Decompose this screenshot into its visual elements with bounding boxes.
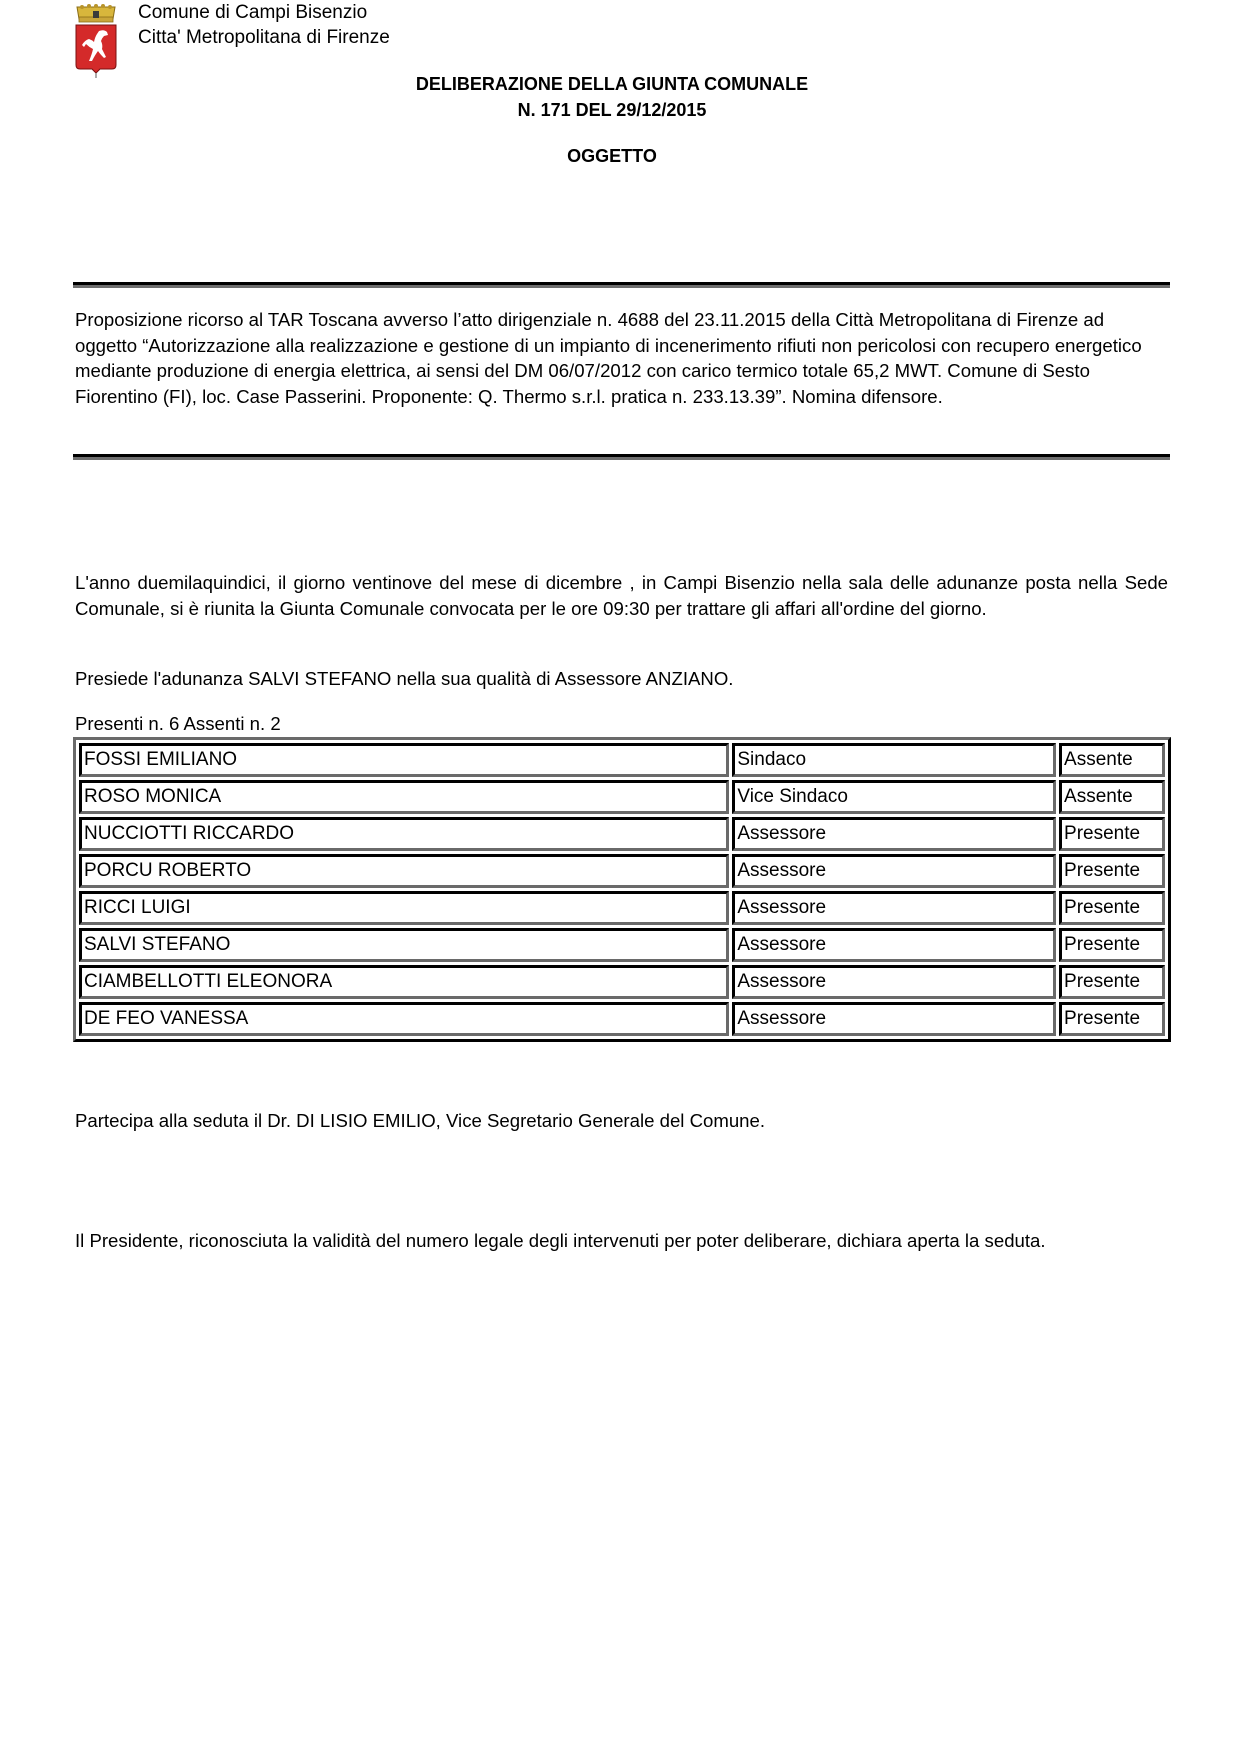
member-role: Assessore	[732, 891, 1056, 925]
member-status: Presente	[1059, 928, 1165, 962]
municipality-header	[138, 0, 390, 50]
member-status: Presente	[1059, 817, 1165, 851]
member-name: ROSO MONICA	[79, 780, 729, 814]
table-row	[79, 854, 1165, 888]
member-status: Assente	[1059, 780, 1165, 814]
member-name: FOSSI EMILIANO	[79, 743, 729, 777]
member-role: Assessore	[732, 1002, 1056, 1036]
table-row	[79, 743, 1165, 777]
horizontal-rule-top	[73, 282, 1170, 288]
municipal-coat-of-arms-icon	[73, 3, 119, 79]
member-status: Presente	[1059, 891, 1165, 925]
member-status: Presente	[1059, 1002, 1165, 1036]
table-row	[79, 780, 1165, 814]
oggetto-heading: OGGETTO	[567, 146, 657, 166]
table-row	[79, 965, 1165, 999]
presiding-statement: Presiede l'adunanza SALVI STEFANO nella sua qualità di Assessore ANZIANO.	[75, 668, 734, 689]
session-opening-statement: Il Presidente, riconosciuta la validità del numero legale degli intervenuti per poter deliberare, dichiara aperta la seduta.	[75, 1230, 1046, 1251]
attendance-summary: Presenti n. 6 Assenti n. 2	[75, 713, 281, 734]
member-status: Presente	[1059, 965, 1165, 999]
table-row	[79, 817, 1165, 851]
member-role: Assessore	[732, 817, 1056, 851]
deliberation-number: N. 171 DEL 29/12/2015	[517, 100, 707, 120]
secretary-statement: Partecipa alla seduta il Dr. DI LISIO EMILIO, Vice Segretario Generale del Comune.	[75, 1110, 766, 1131]
member-role: Assessore	[732, 965, 1056, 999]
horizontal-rule-bottom	[73, 454, 1170, 460]
table-row	[79, 1002, 1165, 1036]
member-name: RICCI LUIGI	[79, 891, 729, 925]
member-name: PORCU ROBERTO	[79, 854, 729, 888]
session-intro: L'anno duemilaquindici, il giorno ventinove del mese di dicembre , in Campi Bisenzio nella sala delle adunanze posta nella Sede Comunale, si è riunita la Giunta Comunale convocata per le ore 09:30 per trattare gli affari all'ordine del giorno.	[75, 572, 1168, 619]
member-role: Sindaco	[732, 743, 1056, 777]
member-role: Vice Sindaco	[732, 780, 1056, 814]
municipality-name: Comune di Campi Bisenzio	[138, 2, 368, 23]
member-name: CIAMBELLOTTI ELEONORA	[79, 965, 729, 999]
metro-area-name: Citta' Metropolitana di Firenze	[138, 27, 390, 48]
oggetto-text: Proposizione ricorso al TAR Toscana avverso l’atto dirigenziale n. 4688 del 23.11.2015 della Città Metropolitana di Firenze ad oggetto “Autorizzazione alla realizzazione e gestione di un impianto di incenerimento rifiuti non pericolosi con recupero energetico mediante produzione di energia elettrica, ai sensi del DM 06/07/2012 con carico termico totale 65,2 MWT. Comune di Sesto Fiorentino (FI), loc. Case Passerini. Proponente: Q. Thermo s.r.l. pratica n. 233.13.39”. Nomina difensore.	[75, 309, 1142, 407]
member-name: SALVI STEFANO	[79, 928, 729, 962]
member-status: Presente	[1059, 854, 1165, 888]
member-name: NUCCIOTTI RICCARDO	[79, 817, 729, 851]
table-row	[79, 928, 1165, 962]
table-row	[79, 891, 1165, 925]
member-role: Assessore	[732, 928, 1056, 962]
member-name: DE FEO VANESSA	[79, 1002, 729, 1036]
document-title: DELIBERAZIONE DELLA GIUNTA COMUNALE	[415, 74, 809, 94]
attendance-table	[73, 737, 1171, 1042]
member-role: Assessore	[732, 854, 1056, 888]
member-status: Assente	[1059, 743, 1165, 777]
